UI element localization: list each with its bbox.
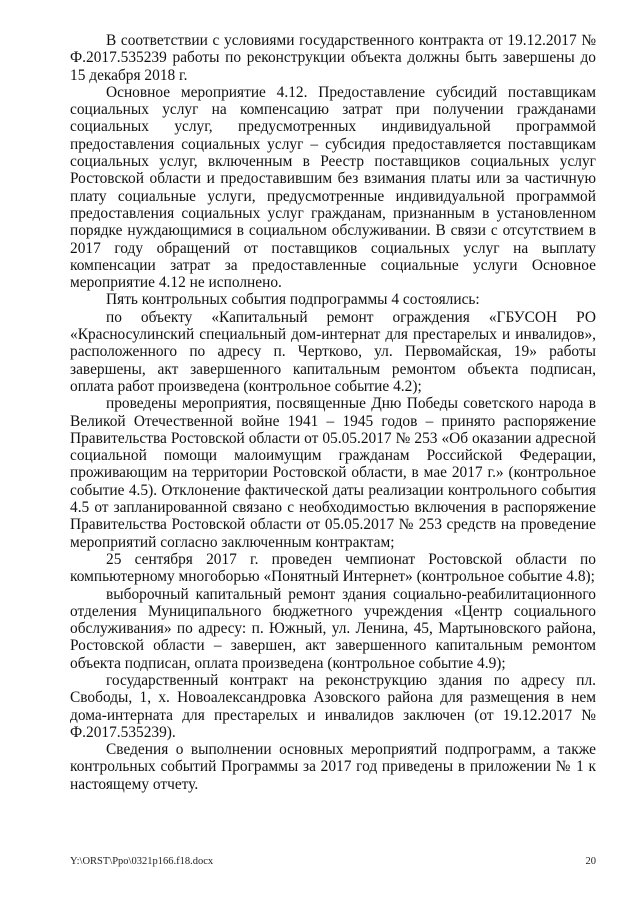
paragraph-control-events-intro: Пять контрольных события подпрограммы 4 состоялись: xyxy=(106,291,480,309)
paragraph-event-4-9: выборочный капитальный ремонт здания социально-реабилитационного отделения Муниципального бюджетного учреждения «Центр социального обслуживания» по адресу: п. Южный, ул. Ленина, 45, Мартыновского района, Ростовской области – завершен, акт завершенного капитальным ремонтом объекта подписан, оплата произведена (контрольное событие 4.9); xyxy=(70,585,596,672)
paragraph-measure-4-12: Основное мероприятие 4.12. Предоставление субсидий поставщикам социальных услуг на компенсацию затрат при получении гражданами социальных услуг, предусмотренных индивидуальной программой предоставления социальных услуг – субсидия предоставляется поставщикам социальных услуг, включенным в Реестр поставщиков социальных услуг Ростовской области и предоставившим без взимания платы или за частичную плату социальные услуги, предусмотренные индивидуальной программой предоставления социальных услуг гражданам, признанным в установленном порядке нуждающимися в социальном обслуживании. В связи с отсутствием в 2017 году обращений от поставщиков социальных услуг на выплату компенсации затрат за предоставленные социальные услуги Основное мероприятие 4.12 не исполнено. xyxy=(70,83,596,292)
paragraph-contract-deadline: В соответствии с условиями государственного контракта от 19.12.2017 № Ф.2017.535239 работы по реконструкции объекта должны быть завершены до 15 декабря 2018 г. xyxy=(70,32,596,84)
paragraph-event-4-5: проведены мероприятия, посвященные Дню Победы советского народа в Великой Отечественной войне 1941 – 1945 годов – принято распоряжение Правительства Ростовской области от 05.05.2017 № 253 «Об оказании адресной социальной помощи малоимущим гражданам Российской Федерации, проживающим на территории Ростовской области, в мае 2017 г.» (контрольное событие 4.5). Отклонение фактической даты реализации контрольного события 4.5 от запланированной связано с необходимостью включения в распоряжение Правительства Ростовской области от 05.05.2017 № 253 средств на проведение мероприятий согласно заключенным контрактам; xyxy=(70,395,596,551)
footer-file-path: Y:\ORST\Ppo\0321p166.f18.docx xyxy=(70,856,214,867)
paragraph-appendix-reference: Сведения о выполнении основных мероприятий подпрограмм, а также контрольных событий Программы за 2017 год приведены в приложении № 1 к настоящему отчету. xyxy=(70,741,596,793)
paragraph-reconstruction-contract: государственный контракт на реконструкцию здания по адресу пл. Свободы, 1, х. Новоалександровка Азовского района для размещения в нем дома-интерната для престарелых и инвалидов заключен (от 19.12.2017 № Ф.2017.535239). xyxy=(70,671,596,741)
document-body xyxy=(70,32,596,793)
paragraph-event-4-2: по объекту «Капитальный ремонт ограждения «ГБУСОН РО «Красносулинский специальный дом-интернат для престарелых и инвалидов», расположенного по адресу п. Чертково, ул. Первомайская, 19» работы завершены, акт завершенного капитальным ремонтом объекта подписан, оплата работ произведена (контрольное событие 4.2); xyxy=(70,308,596,395)
paragraph-event-4-8: 25 сентября 2017 г. проведен чемпионат Ростовской области по компьютерному многоборью «Понятный Интернет» (контрольное событие 4.8); xyxy=(70,550,596,586)
page-number: 20 xyxy=(585,856,596,867)
